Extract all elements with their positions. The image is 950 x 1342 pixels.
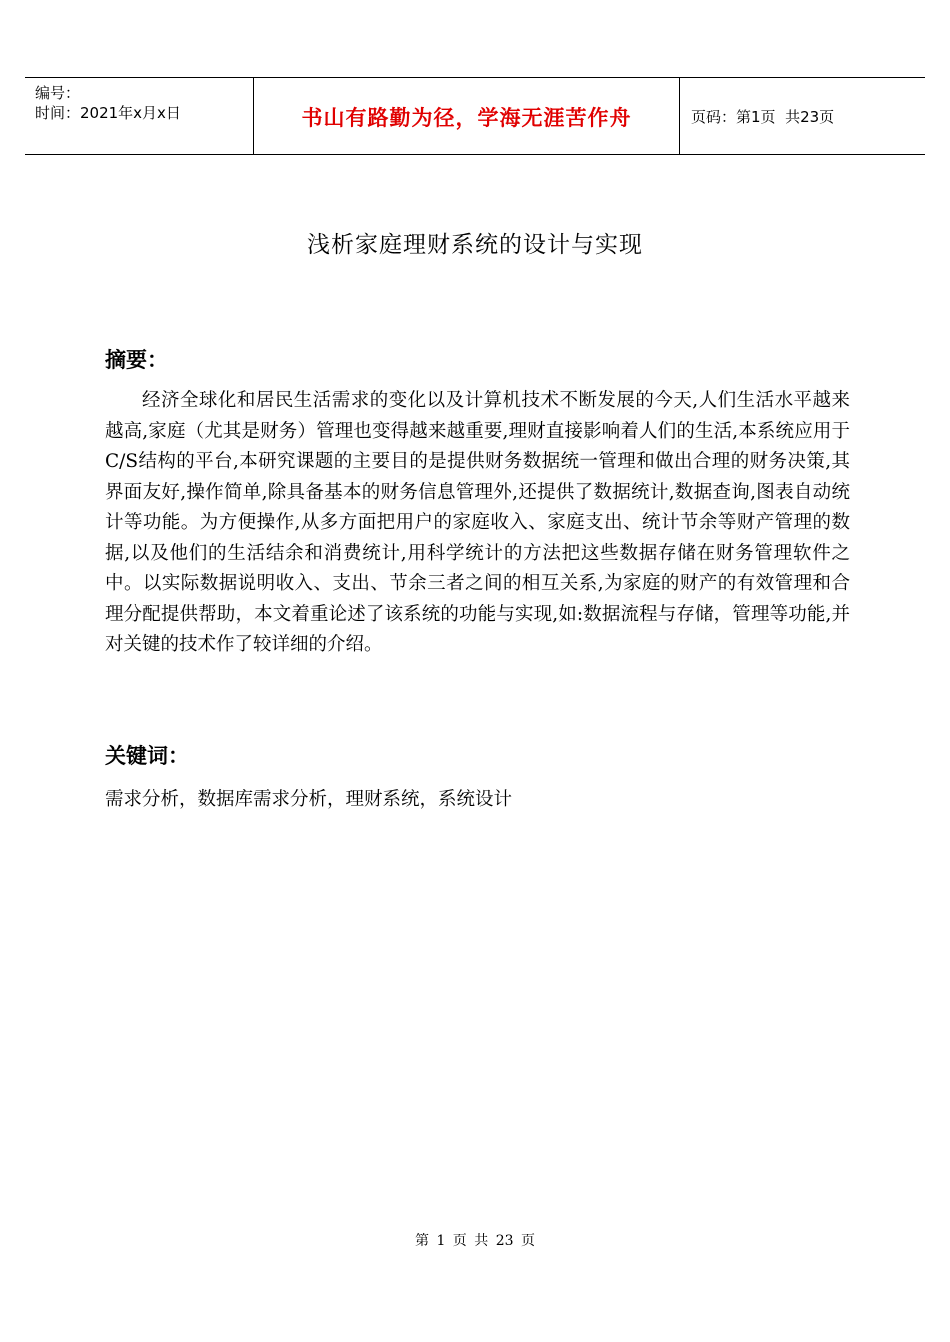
keywords-text: 需求分析，数据库需求分析，理财系统，系统设计 <box>105 789 513 810</box>
document-number-label: 编号： <box>35 84 81 102</box>
page-footer: 第 1 页 共 23 页 <box>415 1233 535 1249</box>
header-info-cell <box>25 78 254 154</box>
abstract-heading: 摘要： <box>105 348 168 372</box>
keywords-heading: 关键词： <box>105 744 189 768</box>
header-page-cell <box>680 78 925 154</box>
page-header <box>25 77 925 155</box>
document-title: 浅析家庭理财系统的设计与实现 <box>307 232 643 258</box>
header-page-label: 页码：第1页 共23页 <box>691 107 835 126</box>
document-date-label: 时间：2021年x月x日 <box>35 104 181 122</box>
abstract-text: 经济全球化和居民生活需求的变化以及计算机技术不断发展的今天,人们生活水平越来越高,家庭（尤其是财务）管理也变得越来越重要,理财直接影响着人们的生活,本系统应用于C/S结构的平台,本研究课题的主要目的是提供财务数据统一管理和做出合理的财务决策,其界面友好,操作简单,除具备基本的财务信息管理外,还提供了数据统计,数据查询,图表自动统计等功能。为方便操作,从多方面把用户的家庭收入、家庭支出、统计节余等财产管理的数据,以及他们的生活结余和消费统计,用科学统计的方法把这些数据存储在财务管理软件之中。以实际数据说明收入、支出、节余三者之间的相互关系,为家庭的财产的有效管理和合理分配提供帮助，本文着重论述了该系统的功能与实现,如:数据流程与存储，管理等功能,并对关键的技术作了较详细的介绍。 <box>105 390 850 655</box>
header-motto: 书山有路勤为径，学海无涯苦作舟 <box>254 78 680 154</box>
